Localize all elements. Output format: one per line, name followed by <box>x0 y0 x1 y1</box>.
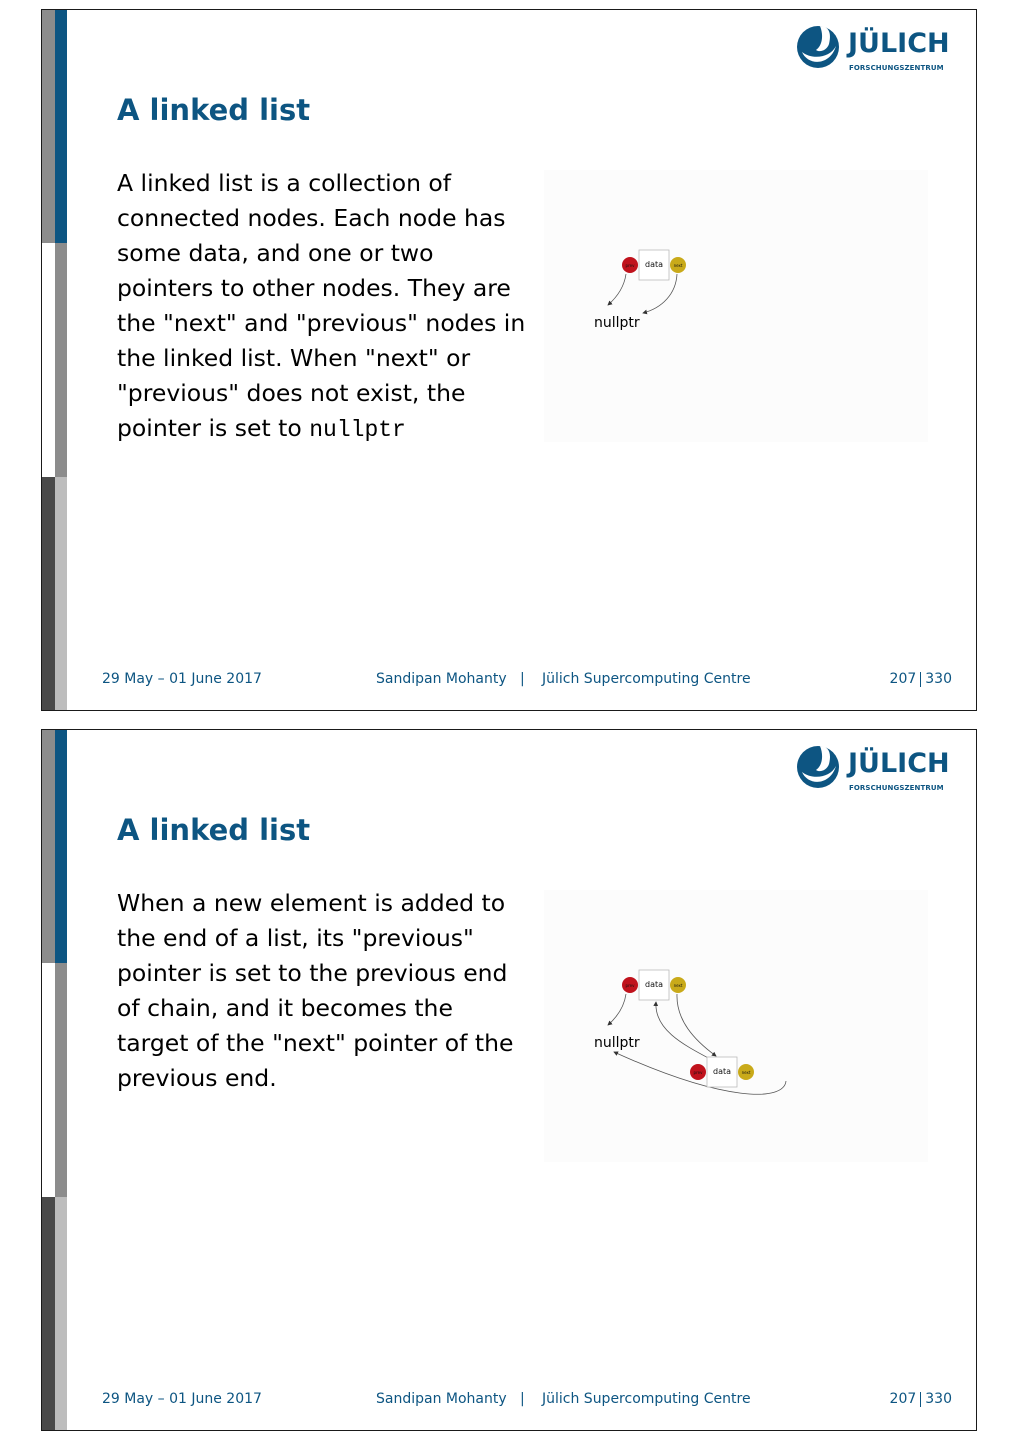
page-total: 330 <box>925 671 952 687</box>
slide-body-text: When a new element is added to the end of a list, its "previous" pointer is set to the previous end of chain, and it becomes the target of the "next" pointer of the previous end. <box>117 889 514 1092</box>
footer-author: Sandipan Mohanty <box>376 671 507 687</box>
next-node-label: next <box>741 1070 751 1075</box>
page-total: 330 <box>925 1391 952 1407</box>
sidebar-bar <box>55 243 67 477</box>
page-current: 207 <box>889 671 917 687</box>
sidebar-bar <box>55 1197 67 1430</box>
julich-logo-icon <box>796 742 844 792</box>
prev-pointer-edge <box>608 994 626 1025</box>
slide-2 <box>41 729 977 1431</box>
data-node-label: data <box>712 1067 732 1076</box>
sidebar-bar <box>42 477 55 710</box>
slide-body <box>117 166 527 448</box>
footer-page-number <box>890 1391 952 1407</box>
data-node-label: data <box>644 980 664 989</box>
slide-title: A linked list <box>117 93 311 127</box>
footer-page-number <box>890 671 952 687</box>
prev-pointer-edge <box>656 1002 712 1060</box>
sidebar-bar <box>55 477 67 710</box>
slide-title: A linked list <box>117 813 311 847</box>
julich-logo <box>796 742 956 797</box>
julich-logo <box>796 22 956 77</box>
logo-name: JÜLICH <box>848 28 950 59</box>
sidebar-bar <box>55 963 67 1197</box>
prev-node-label: prev <box>693 1070 703 1075</box>
data-node-label: data <box>644 260 664 269</box>
sidebar-bar <box>42 730 55 963</box>
sidebar-bar <box>55 730 67 963</box>
sidebar-bar <box>42 1197 55 1430</box>
nullptr-label: nullptr <box>594 1035 640 1051</box>
page-current: 207 <box>889 1391 917 1407</box>
next-pointer-edge <box>677 994 716 1056</box>
footer-date: 29 May – 01 June 2017 <box>102 1391 262 1407</box>
next-node-label: next <box>673 983 683 988</box>
linked-list-diagram <box>544 170 928 442</box>
footer-organization: Jülich Supercomputing Centre <box>542 671 751 687</box>
footer-separator: | <box>520 671 525 687</box>
inline-code: nullptr <box>309 417 406 443</box>
sidebar-bar <box>42 963 55 1197</box>
slide-body-text: A linked list is a collection of connected nodes. Each node has some data, and one or two pointers to other nodes. They are the "next" and "previous" nodes in the linked list. When "next" or "previous" does not exist, the pointer is set to <box>117 169 526 442</box>
prev-node-label: prev <box>625 263 635 268</box>
prev-node-label: prev <box>625 983 635 988</box>
prev-pointer-edge <box>608 274 626 305</box>
next-node-label: next <box>673 263 683 268</box>
sidebar-bar <box>42 243 55 477</box>
footer-date: 29 May – 01 June 2017 <box>102 671 262 687</box>
footer-organization: Jülich Supercomputing Centre <box>542 1391 751 1407</box>
logo-subtitle: FORSCHUNGSZENTRUM <box>849 784 944 792</box>
page-divider <box>920 1392 921 1407</box>
page-divider <box>920 672 921 687</box>
sidebar-bar <box>42 10 55 243</box>
footer-separator: | <box>520 1391 525 1407</box>
footer-author: Sandipan Mohanty <box>376 1391 507 1407</box>
slide-1 <box>41 9 977 711</box>
sidebar-bar <box>55 10 67 243</box>
slide-body <box>117 886 527 1096</box>
linked-list-diagram <box>544 890 928 1162</box>
julich-logo-icon <box>796 22 844 72</box>
logo-name: JÜLICH <box>848 748 950 779</box>
nullptr-label: nullptr <box>594 315 640 331</box>
logo-subtitle: FORSCHUNGSZENTRUM <box>849 64 944 72</box>
